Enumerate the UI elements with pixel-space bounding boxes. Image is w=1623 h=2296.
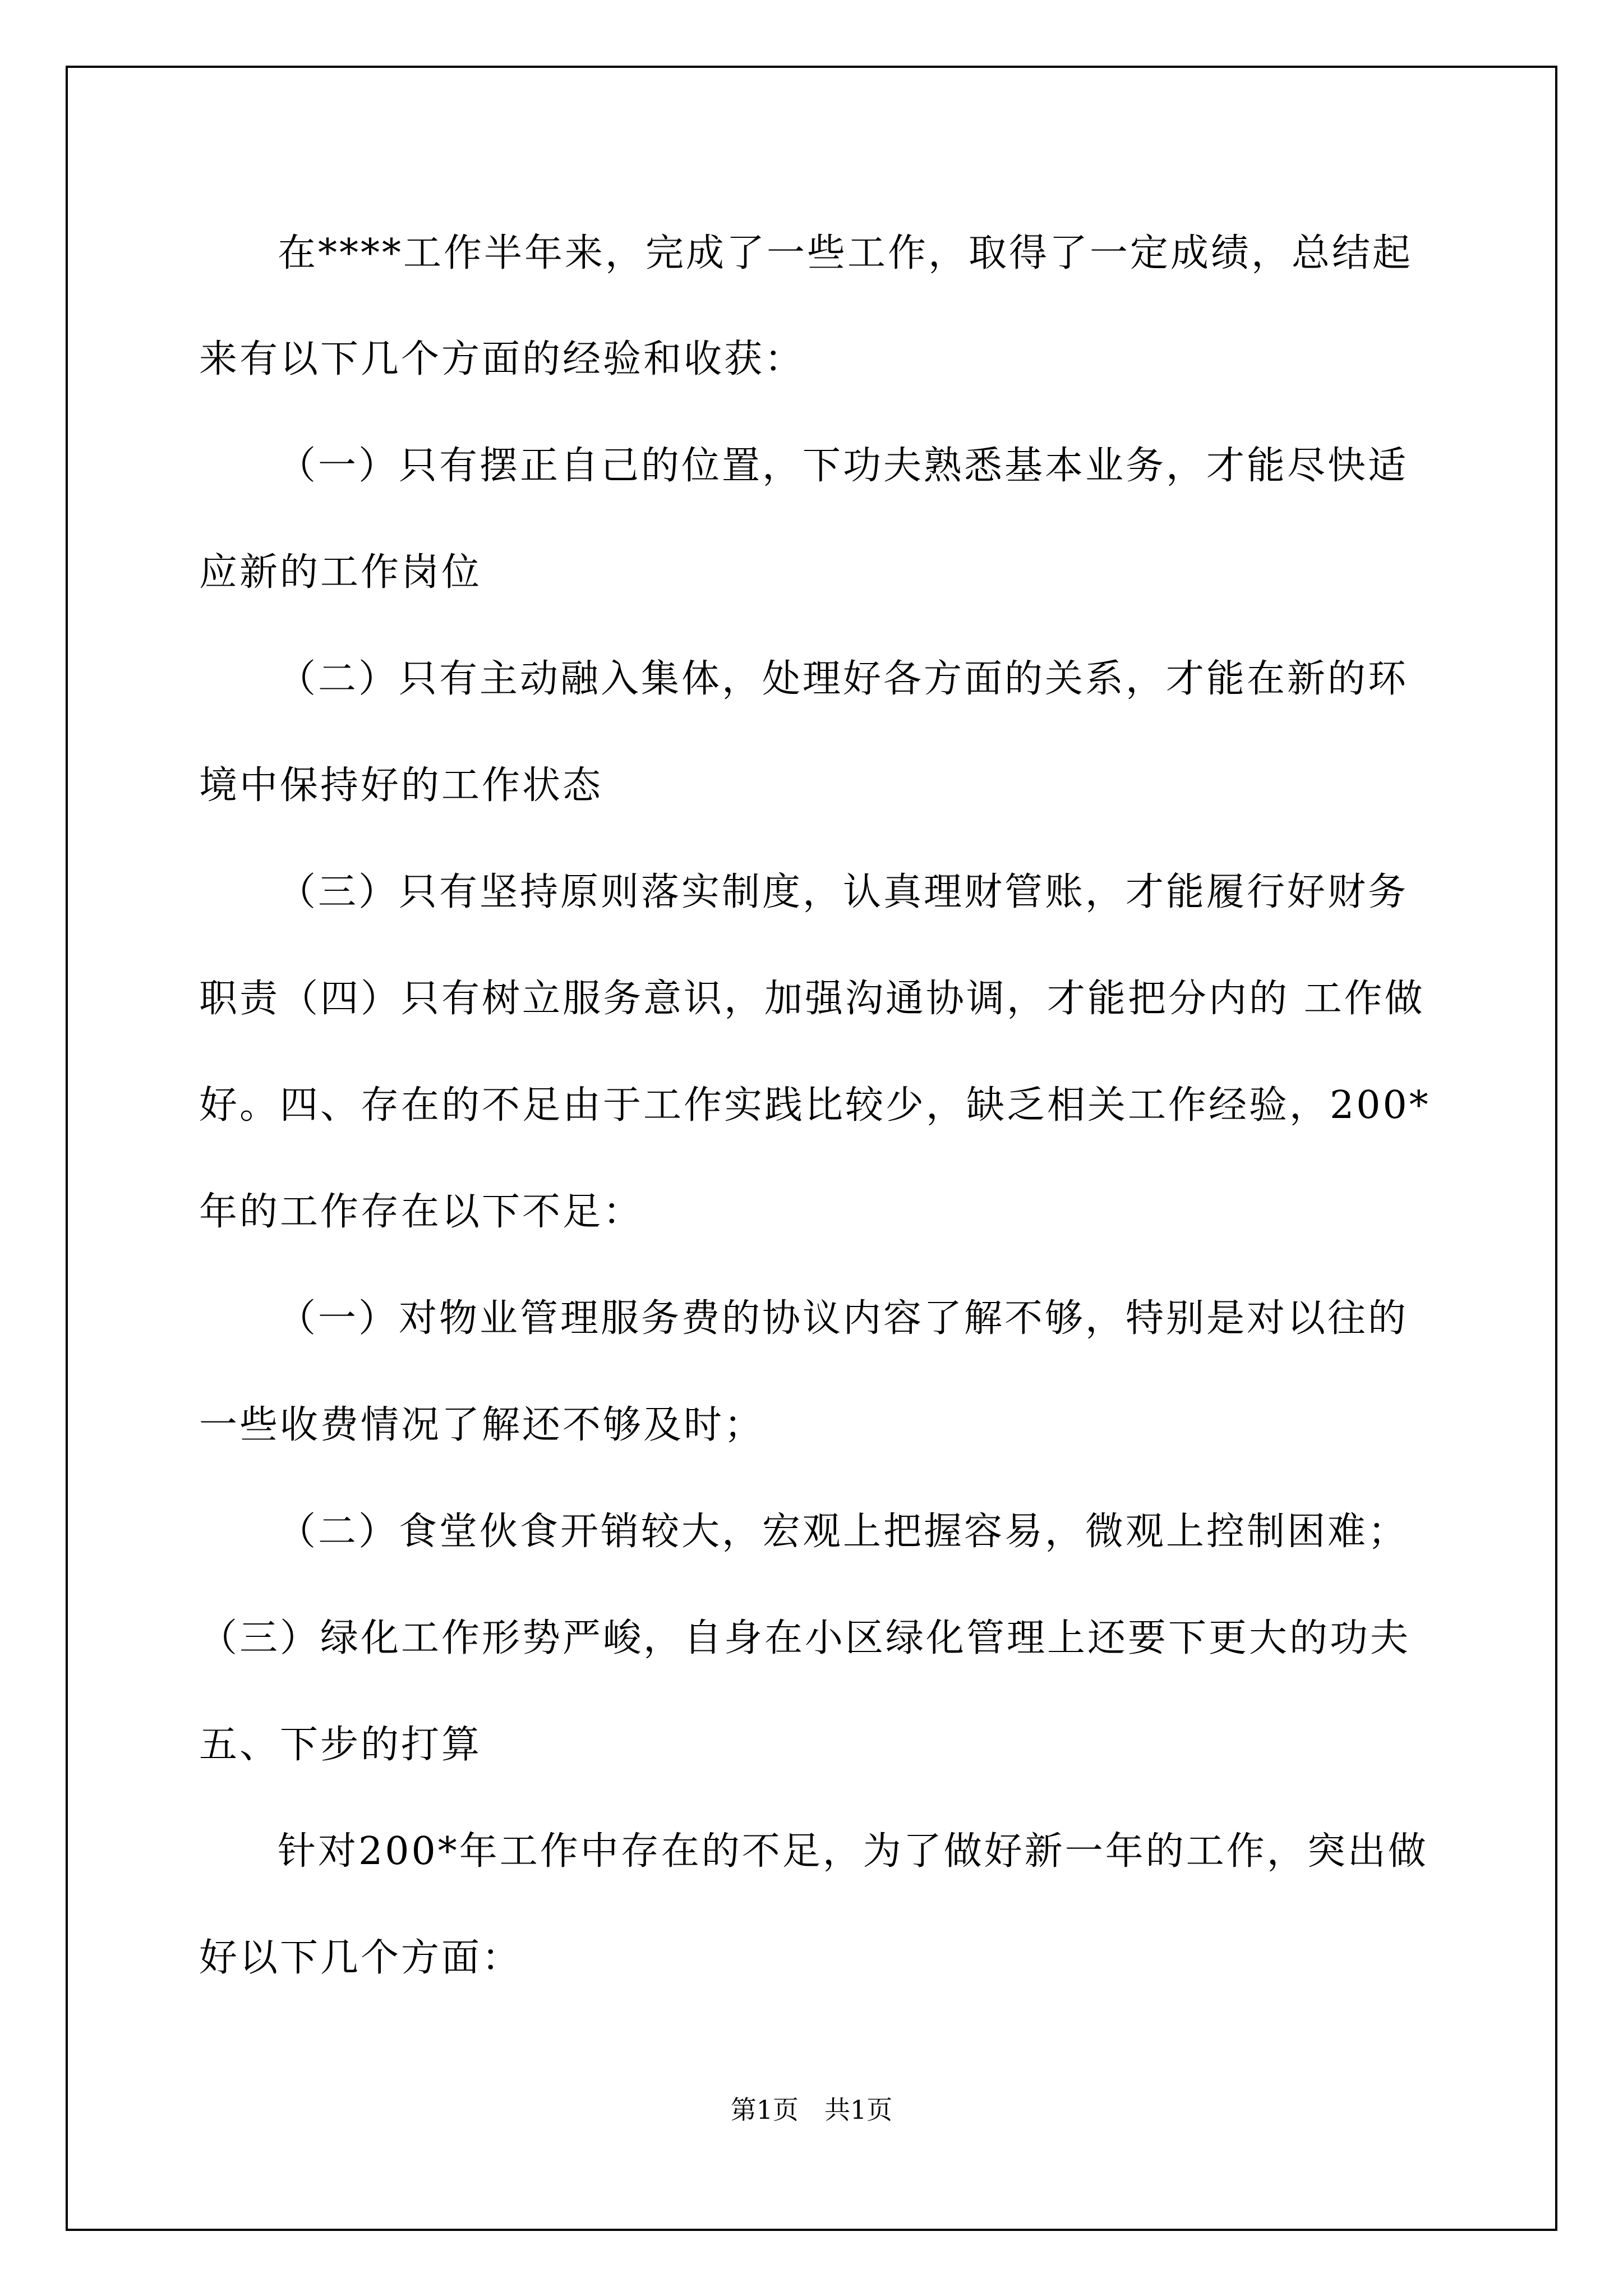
text-line: 好。四、存在的不足由于工作实践比较少，缺乏相关工作经验，200* <box>199 1083 1431 1128</box>
text-line: 一些收费情况了解还不够及时； <box>199 1403 765 1447</box>
text-line: （三）绿化工作形势严峻，自身在小区绿化管理上还要下更大的功夫 <box>199 1616 1411 1660</box>
text-line: 来有以下几个方面的经验和收获： <box>199 337 805 381</box>
text-line: （一）只有摆正自己的位置，下功夫熟悉基本业务，才能尽快适 <box>278 444 1409 488</box>
text-line: （二）食堂伙食开销较大，宏观上把握容易，微观上控制困难； <box>278 1510 1409 1554</box>
text-line: 职责（四）只有树立服务意识，加强沟通协调，才能把分内的 工作做 <box>199 977 1425 1021</box>
text-line: 境中保持好的工作状态 <box>199 763 603 808</box>
text-line: 五、下步的打算 <box>199 1723 482 1767</box>
text-line: 应新的工作岗位 <box>199 550 482 595</box>
text-line: 好以下几个方面： <box>199 1936 523 1980</box>
text-line: （三）只有坚持原则落实制度，认真理财管账，才能履行好财务 <box>278 870 1409 914</box>
text-line: 针对200*年工作中存在的不足，为了做好新一年的工作，突出做 <box>278 1829 1428 1874</box>
text-line: 年的工作存在以下不足： <box>199 1190 644 1234</box>
page-border <box>66 66 1557 2231</box>
page-footer: 第1页 共1页 <box>730 2095 893 2125</box>
text-line: （一）对物业管理服务费的协议内容了解不够，特别是对以往的 <box>278 1296 1409 1341</box>
text-line: 在****工作半年来，完成了一些工作，取得了一定成绩，总结起 <box>278 231 1413 275</box>
text-line: （二）只有主动融入集体，处理好各方面的关系，才能在新的环 <box>278 657 1409 701</box>
